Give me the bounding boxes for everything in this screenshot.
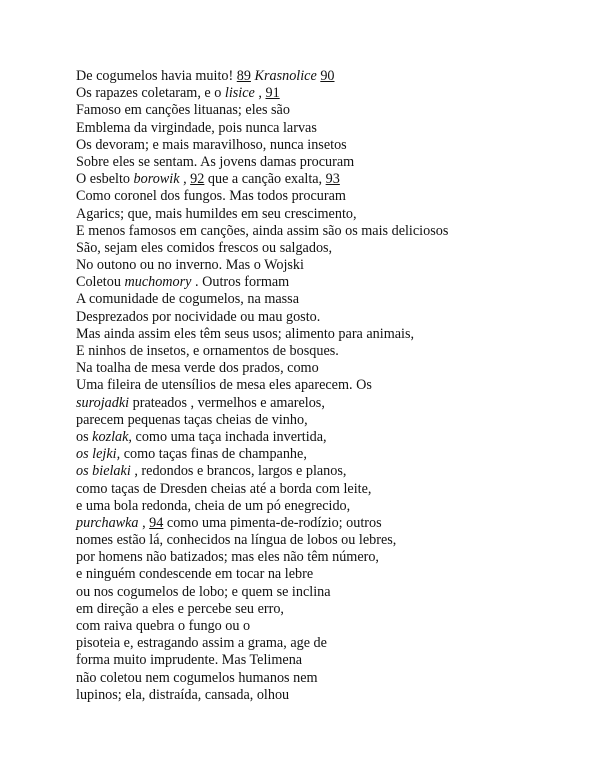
text-run: No outono ou no inverno. Mas o Wojski [76, 257, 304, 274]
footnote-link[interactable]: 90 [320, 68, 335, 84]
text-run: O esbelto [76, 171, 134, 188]
text-run: os [76, 428, 93, 445]
text-line [76, 618, 576, 635]
text-run: que a canção exalta, [204, 171, 326, 188]
text-line [76, 584, 576, 601]
text-run: Sobre eles se sentam. As jovens damas procuram [76, 153, 355, 170]
text-line [76, 446, 576, 463]
text-line [76, 635, 576, 652]
footnote-link[interactable]: 93 [325, 171, 340, 188]
text-run: em direção a eles e percebe seu erro, [76, 600, 284, 617]
text-line [76, 188, 576, 205]
text-run: com raiva quebra o fungo ou o [76, 618, 251, 634]
text-run: São, sejam eles comidos frescos ou salgados, [76, 239, 333, 256]
text-run: prateados , vermelhos e amarelos, [129, 394, 325, 411]
text-run: Como coronel dos fungos. Mas todos procuram [76, 188, 346, 205]
text-run: Desprezados por nocividade ou mau gosto. [76, 308, 321, 325]
text-run: nomes estão lá, conhecidos na língua de lobos ou lebres, [76, 532, 397, 549]
text-line [76, 429, 576, 446]
text-line [76, 481, 576, 498]
text-line [76, 309, 576, 326]
text-line [76, 377, 576, 394]
text-line [76, 137, 576, 154]
text-run: parecem pequenas taças cheias de vinho, [76, 411, 308, 428]
text-line [76, 240, 576, 257]
text-run: Emblema da virgindade, pois nunca larvas [76, 119, 317, 136]
text-line [76, 515, 576, 532]
text-line [76, 326, 576, 343]
italic-text: Krasnolice [254, 68, 317, 84]
footnote-link[interactable]: 94 [149, 514, 164, 531]
text-run: , [179, 171, 191, 188]
italic-text: muchomory [124, 274, 192, 291]
italic-text: kozlak, [92, 428, 132, 445]
italic-text: surojadki [76, 394, 130, 411]
text-run: Os rapazes coletaram, e o [76, 85, 225, 102]
text-line [76, 171, 576, 188]
italic-text: os bielaki [76, 463, 131, 480]
text-line [76, 652, 576, 669]
text-run: como uma pimenta-de-rodízio; outros [163, 514, 382, 531]
text-run: E ninhos de insetos, e ornamentos de bosques. [76, 343, 339, 359]
text-run: , redondos e brancos, largos e planos, [130, 463, 347, 480]
text-run: , [138, 514, 150, 531]
text-line [76, 395, 576, 412]
text-run: ou nos cogumelos de lobo; e quem se inclina [76, 583, 331, 600]
text-run: pisoteia e, estragando assim a grama, age de [76, 635, 327, 652]
text-line [76, 102, 576, 119]
text-run: como uma taça inchada invertida, [131, 428, 327, 445]
footnote-link[interactable]: 92 [190, 171, 205, 188]
text-line [76, 670, 576, 687]
text-run: De cogumelos havia muito! [76, 68, 237, 84]
italic-text: os lejki, [76, 446, 121, 463]
text-line [76, 412, 576, 429]
text-line [76, 257, 576, 274]
text-run: E menos famosos em canções, ainda assim são os mais deliciosos [76, 222, 449, 239]
text-line [76, 291, 576, 308]
text-line [76, 463, 576, 480]
text-run: Uma fileira de utensílios de mesa eles aparecem. Os [76, 377, 372, 394]
text-line [76, 206, 576, 223]
text-run: Na toalha de mesa verde dos prados, como [76, 360, 319, 377]
text-run: , [254, 85, 266, 102]
text-run: lupinos; ela, distraída, cansada, olhou [76, 686, 290, 703]
text-line [76, 549, 576, 566]
text-run: Os devoram; e mais maravilhoso, nunca insetos [76, 136, 347, 153]
text-line [76, 343, 576, 360]
poem-text [76, 68, 576, 704]
text-run: como taças de Dresden cheias até a borda com leite, [76, 480, 372, 497]
footnote-link[interactable]: 89 [236, 68, 251, 84]
text-line [76, 120, 576, 137]
text-run: forma muito imprudente. Mas Telimena [76, 652, 303, 669]
text-line [76, 223, 576, 240]
text-run: não coletou nem cogumelos humanos nem [76, 669, 318, 686]
text-run: Coletou [76, 274, 125, 291]
italic-text: borowik [133, 171, 180, 188]
text-run: e uma bola redonda, cheia de um pó enegrecido, [76, 497, 351, 514]
text-line [76, 687, 576, 704]
text-line [76, 498, 576, 515]
text-run: Famoso em canções lituanas; eles são [76, 102, 290, 119]
text-run: e ninguém condescende em tocar na lebre [76, 566, 314, 583]
text-line [76, 154, 576, 171]
text-line [76, 360, 576, 377]
italic-text: purchawka [76, 514, 139, 531]
italic-text: lisice [224, 85, 255, 102]
text-run: . Outros formam [191, 274, 290, 291]
text-run: Mas ainda assim eles têm seus usos; alimento para animais, [76, 325, 415, 342]
text-line [76, 601, 576, 618]
text-run: A comunidade de cogumelos, na massa [76, 291, 300, 308]
text-line [76, 85, 576, 102]
text-line [76, 274, 576, 291]
text-line [76, 532, 576, 549]
text-run: como taças finas de champanhe, [120, 446, 307, 463]
text-run: por homens não batizados; mas eles não têm número, [76, 549, 379, 566]
footnote-link[interactable]: 91 [265, 85, 280, 102]
text-line [76, 68, 576, 85]
text-run: Agarics; que, mais humildes em seu crescimento, [76, 205, 357, 222]
text-line [76, 566, 576, 583]
